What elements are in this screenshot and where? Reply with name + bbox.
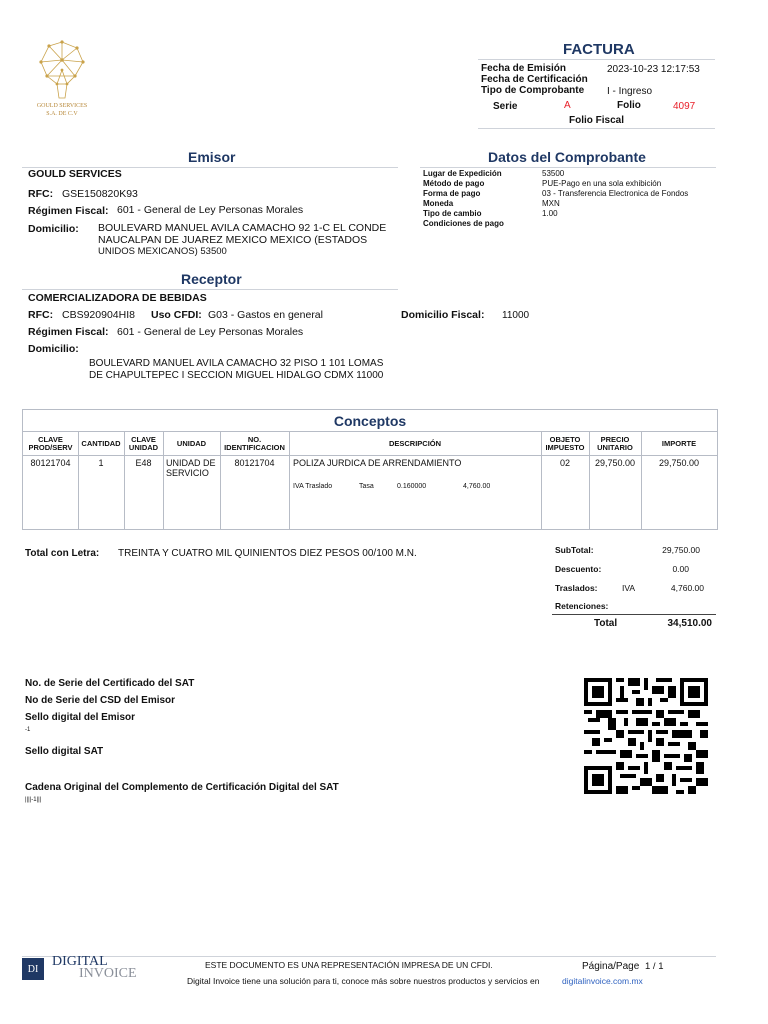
domicilio-fiscal-label: Domicilio Fiscal: xyxy=(401,309,485,321)
cell-unidad: UNIDAD DE SERVICIO xyxy=(166,458,216,478)
receptor-rfc-value: CBS920904HI8 xyxy=(62,309,135,321)
receptor-name: COMERCIALIZADORA DE BEBIDAS xyxy=(28,292,207,304)
metodo-pago-value: PUE-Pago en una sola exhibición xyxy=(542,179,662,188)
lugar-expedicion-label: Lugar de Expedición xyxy=(423,169,502,178)
serie-csd-emisor-label: No de Serie del CSD del Emisor xyxy=(25,695,176,706)
qr-code-icon xyxy=(584,678,708,794)
emisor-rfc-label: RFC: xyxy=(28,188,54,200)
company-logo xyxy=(22,40,102,130)
metodo-pago-label: Método de pago xyxy=(423,179,485,188)
cell-precio: 29,750.00 xyxy=(594,458,636,468)
logo-line-2: S.A. DE C.V xyxy=(46,111,78,117)
receptor-domicilio-label: Domicilio: xyxy=(28,343,79,355)
col-header: OBJETO IMPUESTO xyxy=(545,434,585,452)
receptor-regimen-value: 601 - General de Ley Personas Morales xyxy=(117,326,304,338)
descuento-value: 0.00 xyxy=(672,564,689,574)
receptor-domicilio xyxy=(89,358,383,382)
receptor-regimen-label: Régimen Fiscal: xyxy=(28,326,109,338)
tax-tipo: IVA xyxy=(293,483,304,490)
comprobante-labels xyxy=(423,169,504,229)
subtotal-label: SubTotal: xyxy=(555,545,594,555)
totals-divider xyxy=(552,614,716,615)
traslados-label: Traslados: xyxy=(555,583,598,593)
serie-certificado-sat-label: No. de Serie del Certificado del SAT xyxy=(25,678,195,689)
cadena-original-value: ||||-1||| xyxy=(25,797,42,803)
folio-fiscal-label: Folio Fiscal xyxy=(569,115,625,126)
cell-objeto: 02 xyxy=(559,458,570,468)
footer-divider xyxy=(22,956,716,957)
total-value: 34,510.00 xyxy=(667,618,712,629)
subtotal-value: 29,750.00 xyxy=(662,545,700,555)
tax-accion: Traslado xyxy=(305,483,333,490)
forma-pago-value: 03 - Transferencia Electronica de Fondos xyxy=(542,189,689,198)
conceptos-table xyxy=(22,409,718,530)
lugar-expedicion-value: 53500 xyxy=(542,169,565,178)
emisor-domicilio-line: NAUCALPAN DE JUAREZ MEXICO MEXICO (ESTADOS xyxy=(98,233,368,246)
receptor-title: Receptor xyxy=(181,271,242,287)
website-link[interactable]: digitalinvoice.com.mx xyxy=(562,976,643,986)
emisor-domicilio-label: Domicilio: xyxy=(28,223,79,235)
col-header: UNIDAD xyxy=(176,438,207,448)
col-header: CLAVE PROD/SERV xyxy=(28,434,73,452)
cfdi-notice: ESTE DOCUMENTO ES UNA REPRESENTACIÓN IMPRESA DE UN CFDI. xyxy=(205,960,493,970)
header-divider-bottom xyxy=(478,128,715,129)
comprobante-values xyxy=(542,169,688,219)
conceptos-title: Conceptos xyxy=(333,413,407,429)
traslados-tax: IVA xyxy=(622,583,636,593)
emisor-regimen-value: 601 - General de Ley Personas Morales xyxy=(117,204,304,216)
fecha-emision-label: Fecha de Emisión xyxy=(481,63,567,74)
tax-monto: 4,760.00 xyxy=(463,483,491,490)
receptor-divider xyxy=(22,289,398,290)
condiciones-pago-label: Condiciones de pago xyxy=(423,219,504,228)
digital-invoice-logo-icon: DI xyxy=(22,958,44,980)
retenciones-label: Retenciones: xyxy=(555,601,609,611)
traslados-value: 4,760.00 xyxy=(670,583,704,593)
domicilio-fiscal-value: 11000 xyxy=(502,310,530,321)
receptor-rfc-label: RFC: xyxy=(28,309,54,321)
document-title: FACTURA xyxy=(563,41,635,58)
emisor-rfc-value: GSE150820K93 xyxy=(62,188,138,200)
tipo-cambio-value: 1.00 xyxy=(542,209,558,218)
sello-sat-label: Sello digital SAT xyxy=(25,746,104,757)
emisor-title: Emisor xyxy=(188,149,236,165)
fecha-certificacion-label: Fecha de Certificación xyxy=(481,74,588,85)
cell-no-id: 80121704 xyxy=(234,458,275,468)
tipo-comprobante-value: I - Ingreso xyxy=(607,86,653,97)
tax-tasa: 0.160000 xyxy=(397,483,427,490)
col-header: CLAVE UNIDAD xyxy=(128,434,159,452)
total-letra-value: TREINTA Y CUATRO MIL QUINIENTOS DIEZ PESOS 00/100 M.N. xyxy=(118,548,417,559)
qr-code xyxy=(584,678,708,799)
promo-text: Digital Invoice tiene una solución para ti, conoce más sobre nuestros productos y servicios en xyxy=(187,976,540,986)
emisor-domicilio-line: UNIDOS MEXICANOS) 53500 xyxy=(98,246,227,257)
forma-pago-label: Forma de pago xyxy=(423,189,481,198)
fecha-emision-value: 2023-10-23 12:17:53 xyxy=(607,64,700,75)
brand-line-2: INVOICE xyxy=(79,966,137,981)
emisor-name: GOULD SERVICES xyxy=(28,168,122,180)
moneda-label: Moneda xyxy=(423,199,454,208)
table-divider xyxy=(23,455,717,456)
col-header: IMPORTE xyxy=(661,438,697,448)
receptor-domicilio-line: DE CHAPULTEPEC I SECCION MIGUEL HIDALGO CDMX 11000 xyxy=(89,370,384,381)
tipo-comprobante-label: Tipo de Comprobante xyxy=(481,85,585,96)
cell-descripcion: POLIZA JURDICA DE ARRENDAMIENTO xyxy=(293,458,462,468)
cell-cantidad: 1 xyxy=(98,458,104,468)
folio-value: 4097 xyxy=(673,101,696,112)
emisor-domicilio-line: BOULEVARD MANUEL AVILA CAMACHO 92 1-C EL CONDE xyxy=(98,222,387,234)
uso-cfdi-value: G03 - Gastos en general xyxy=(208,309,323,321)
page-value: 1 / 1 xyxy=(645,961,664,972)
sello-emisor-label: Sello digital del Emisor xyxy=(25,712,136,723)
col-header: NO. IDENTIFICACION xyxy=(224,434,285,452)
receptor-domicilio-line: BOULEVARD MANUEL AVILA CAMACHO 32 PISO 1 101 LOMAS xyxy=(89,358,384,369)
col-header: CANTIDAD xyxy=(81,438,121,448)
header-divider xyxy=(478,59,715,60)
emisor-regimen-label: Régimen Fiscal: xyxy=(28,205,109,217)
tax-tasa-label: Tasa xyxy=(359,483,374,490)
sello-emisor-value: -1 xyxy=(25,727,31,733)
folio-label: Folio xyxy=(617,100,641,111)
total-letra-label: Total con Letra: xyxy=(25,548,100,559)
col-header: DESCRIPCIÓN xyxy=(388,438,442,448)
serie-value: A xyxy=(564,100,571,111)
emisor-domicilio xyxy=(98,223,386,258)
comprobante-divider xyxy=(420,167,716,168)
logo-line-1: GOULD SERVICES xyxy=(36,103,88,109)
comprobante-title: Datos del Comprobante xyxy=(488,149,646,165)
brand-line-1: DIGITAL xyxy=(52,954,108,969)
tipo-cambio-label: Tipo de cambio xyxy=(423,209,482,218)
page-label: Página/Page xyxy=(582,961,640,972)
cell-clave: 80121704 xyxy=(30,458,71,468)
serie-label: Serie xyxy=(493,101,518,112)
cadena-original-label: Cadena Original del Complemento de Certificación Digital del SAT xyxy=(25,782,339,793)
moneda-value: MXN xyxy=(542,199,560,208)
total-label: Total xyxy=(594,618,618,629)
cell-importe: 29,750.00 xyxy=(658,458,700,468)
tax-detail xyxy=(293,482,491,492)
cell-clave-unidad: E48 xyxy=(135,458,152,468)
uso-cfdi-label: Uso CFDI: xyxy=(151,309,202,321)
descuento-label: Descuento: xyxy=(555,564,602,574)
col-header: PRECIO UNITARIO xyxy=(597,434,633,452)
gould-logo-icon xyxy=(37,40,87,102)
